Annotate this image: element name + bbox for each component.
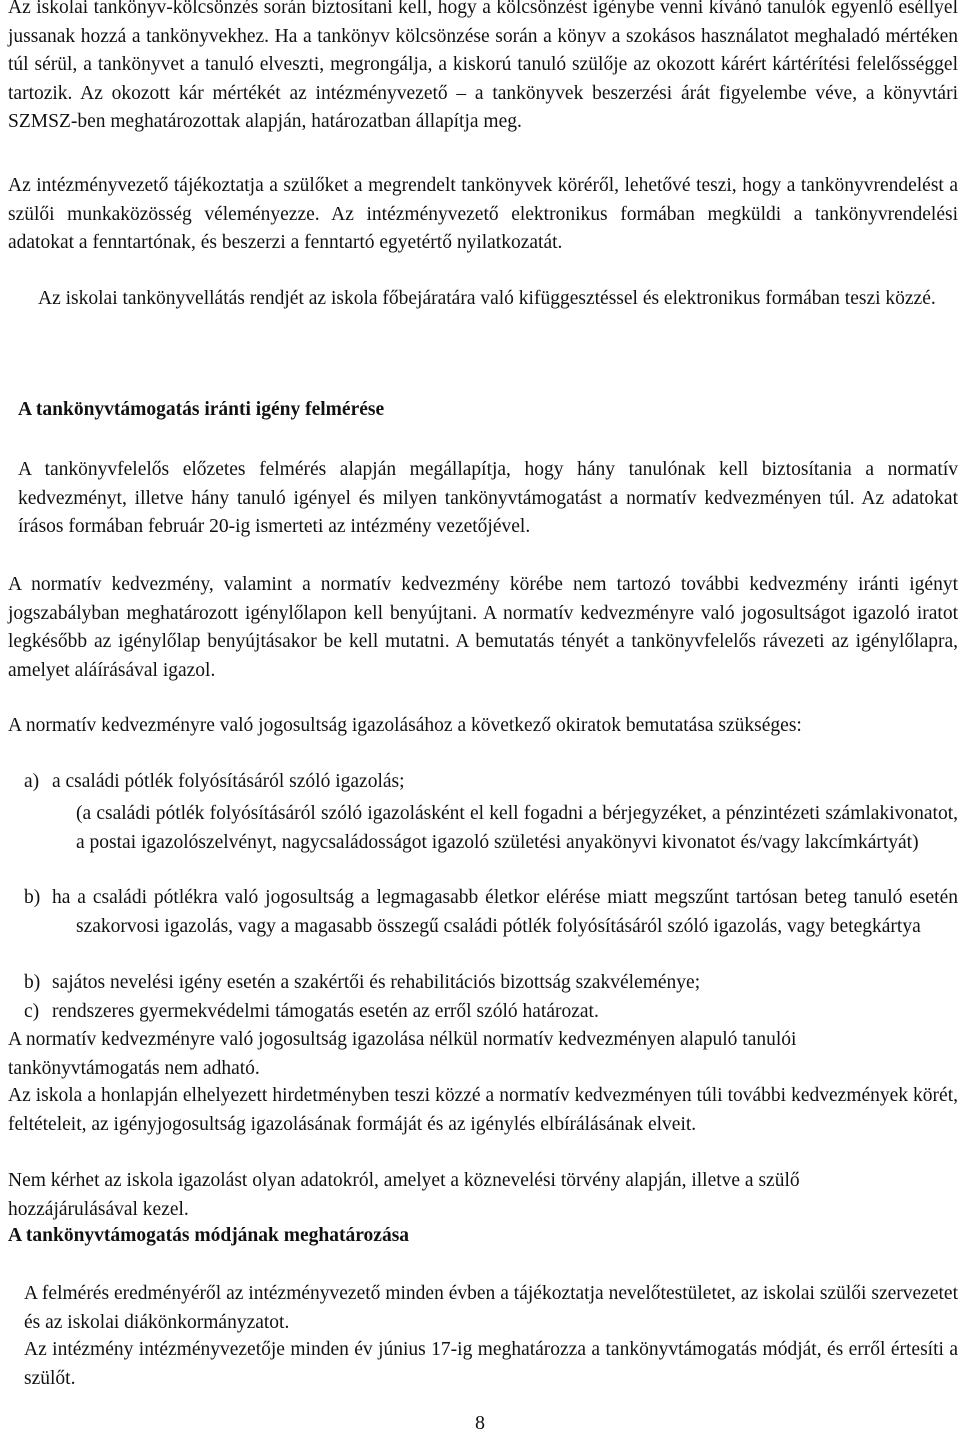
page-number: 8 bbox=[475, 1412, 485, 1434]
heading-demand-survey: A tankönyvtámogatás iránti igény felmérése bbox=[18, 399, 385, 420]
list-item-text: a családi pótlék folyósításáról szóló igazolás; bbox=[52, 771, 405, 792]
list-item-text: rendszeres gyermekvédelmi támogatás esetén az erről szóló határozat. bbox=[52, 1001, 599, 1022]
paragraph-no-proof: A normatív kedvezményre való jogosultság igazolása nélkül normatív kedvezményen alapuló tanulói tankönyvtámogatás nem adható. bbox=[8, 1029, 797, 1079]
list-marker: c) bbox=[24, 1001, 40, 1022]
paragraph-publication: Az iskolai tankönyvellátás rendjét az iskola főbejáratára való kifüggesztéssel és elektronikus formában teszi közzé. bbox=[38, 288, 936, 309]
list-marker: b) bbox=[24, 887, 41, 908]
paragraph-website-notice: Az iskola a honlapján elhelyezett hirdetményben teszi közzé a normatív kedvezményen túli további kedvezmények körét, feltételeit, az igényjogosultság igazolásának formáját és az igénylés elbírálásának elveit. bbox=[8, 1085, 958, 1135]
list-marker: a) bbox=[24, 771, 40, 792]
paragraph-claim-form: A normatív kedvezmény, valamint a normatív kedvezmény körébe nem tartozó további kedvezmény iránti igényt jogszabályban meghatározott igénylőlapon kell benyújtani. A normatív kedvezményre való jogosultságot igazoló iratot legkésőbb az igénylőlap benyújtásakor be kell mutatni. A bemutatás tényét a tankönyvfelelős rávezeti az igénylőlapra, amelyet aláírásával igazol. bbox=[8, 574, 958, 681]
paragraph-survey: A tankönyvfelelős előzetes felmérés alapján megállapítja, hogy hány tanulónak kell biztosítania a normatív kedvezményt, illetve hány tanuló igényel és milyen tankönyvtámogatást a normatív kedvezményen túl. Az adatokat írásos formában február 20-ig ismerteti az intézmény vezetőjével. bbox=[18, 459, 958, 538]
heading-support-method: A tankönyvtámogatás módjának meghatározása bbox=[8, 1225, 410, 1246]
list-item-note: (a családi pótlék folyósításáról szóló igazolásként el kell fogadni a bérjegyzéket, a pénzintézeti számlakivonatot, a postai igazolószelvényt, nagycsaládosságot igazoló születési anyakönyvi kivonatot és/vagy lakcímkártyát) bbox=[76, 803, 958, 853]
paragraph-required-documents: A normatív kedvezményre való jogosultság igazolásához a következő okiratok bemutatása szükséges: bbox=[8, 715, 802, 736]
paragraph-parent-notice: Az intézményvezető tájékoztatja a szülőket a megrendelt tankönyvek köréről, lehetővé teszi, hogy a tankönyvrendelést a szülői munkaközösség véleményezze. Az intézményvezető elektronikus formában megküldi a tankönyvrendelési adatokat a fenntartónak, és beszerzi a fenntartó egyetértő nyilatkozatát. bbox=[8, 175, 958, 254]
paragraph-deadline: Az intézmény intézményvezetője minden év június 17-ig meghatározza a tankönyvtámogatás módját, és erről értesíti a szülőt. bbox=[24, 1339, 958, 1389]
list-item-text: sajátos nevelési igény esetén a szakértői és rehabilitációs bizottság szakvéleménye; bbox=[52, 972, 701, 993]
list-marker: b) bbox=[24, 972, 41, 993]
paragraph-survey-results: A felmérés eredményéről az intézményvezető minden évben a tájékoztatja nevelőtestületet, az iskolai szülői szervezetet és az iskolai diákönkormányzatot. bbox=[24, 1283, 958, 1333]
list-item-text: ha a családi pótlékra való jogosultság a legmagasabb életkor elérése miatt megszűnt tartósan beteg tanuló esetén szakorvosi igazolás, vagy a magasabb összegű családi pótlék folyósításáról szóló igazolás, vagy betegkártya bbox=[52, 887, 958, 937]
paragraph-textbook-lending: Az iskolai tankönyv-kölcsönzés során biztosítani kell, hogy a kölcsönzést igénybe venni kívánó tanulók egyenlő eséllyel jussanak hozzá a tankönyvekhez. Ha a tankönyv kölcsönzése során a könyv a szokásos használatot meghaladó mértéken túl sérül, a tankönyvet a tanuló elveszti, megrongálja, a kiskorú tanuló szülője az okozott kárért kártérítési felelősséggel tartozik. Az okozott kár mértékét az intézményvezető – a tankönyvek beszerzési árát figyelembe véve, a könyvtári SZMSZ-ben meghatározottak alapján, határozatban állapítja meg. bbox=[8, 0, 958, 133]
paragraph-data-restriction: Nem kérhet az iskola igazolást olyan adatokról, amelyet a köznevelési törvény alapján, illetve a szülő hozzájárulásával kezel. bbox=[8, 1170, 800, 1220]
